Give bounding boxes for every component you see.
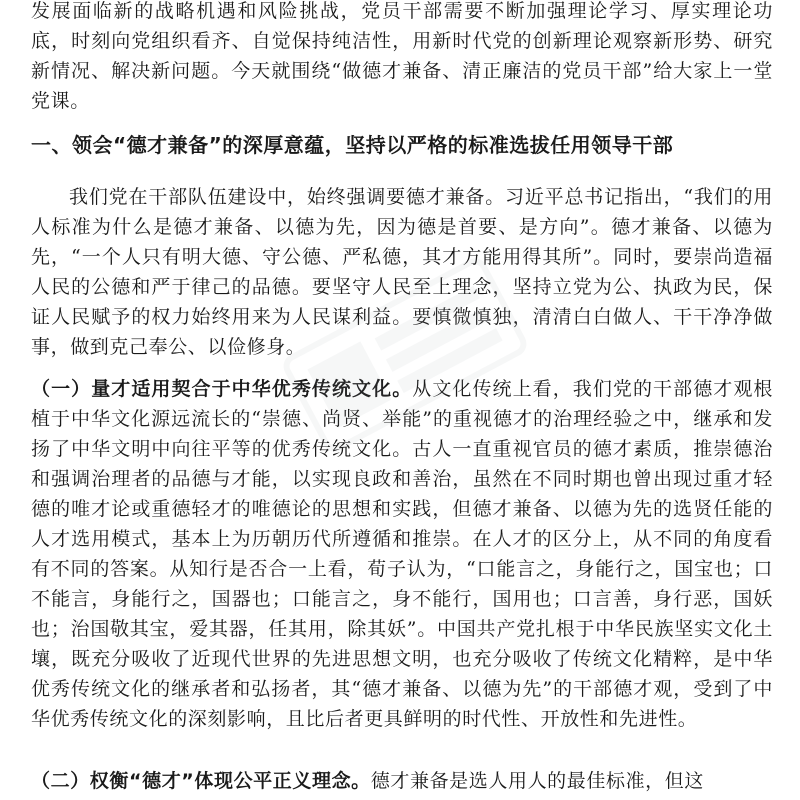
subsection-2-paragraph: [31, 766, 773, 796]
subsection-2-lead: （二）权衡“德才”体现公平正义理念。: [31, 770, 371, 792]
subsection-2-body: 德才兼备是选人用人的最佳标准，但这: [370, 770, 704, 792]
intro-paragraph: 发展面临新的战略机遇和风险挑战，党员干部需要不断加强理论学习、厚实理论功底，时刻向党组织看齐、自觉保持纯洁性，用新时代党的创新理论观察新形势、研究新情况、解决新问题。今天就围绕“做德才兼备、清正廉洁的党员干部”给大家上一堂党课。: [31, 0, 773, 112]
section-1-paragraph: 我们党在干部队伍建设中，始终强调要德才兼备。习近平总书记指出，“我们的用人标准为什么是德才兼备、以德为先，因为德是首要、是方向”。德才兼备、以德为先，“一个人只有明大德、守公德、严私德，其才方能用得其所”。同时，要崇尚造福人民的公德和严于律己的品德。要坚守人民至上理念，坚持立党为公、执政为民，保证人民赋予的权力始终用来为人民谋利益。要慎微慎独，清清白白做人、干干净净做事，做到克己奉公、以俭修身。: [31, 186, 773, 358]
subsection-1-paragraph: [31, 374, 773, 734]
subsection-1-lead: （一）量才适用契合于中华优秀传统文化。: [31, 378, 413, 400]
section-1-heading: 一、领会“德才兼备”的深厚意蕴，坚持以严格的标准选拔任用领导干部: [31, 133, 674, 157]
subsection-1-body: 从文化传统上看，我们党的干部德才观根植于中华文化源远流长的“崇德、尚贤、举能”的重视德才的治理经验之中，继承和发扬了中华文明中向往平等的优秀传统文化。古人一直重视官员的德才素质，推崇德治和强调治理者的品德与才能，以实现良政和善治，虽然在不同时期也曾出现过重才轻德的唯才论或重德轻才的唯德论的思想和实践，但德才兼备、以德为先的选贤任能的人才选用模式，基本上为历朝历代所遵循和推崇。在人才的区分上，从不同的角度看有不同的答案。从知行是否合一上看，荀子认为，“口能言之，身能行之，国宝也；口不能言，身能行之，国器也；口能言之，身不能行，国用也；口言善，身行恶，国妖也；治国敬其宝，爱其器，任其用，除其妖”。中国共产党扎根于中华民族坚实文化土壤，既充分吸收了近现代世界的先进思想文明，也充分吸收了传统文化精粹，是中华优秀传统文化的继承者和弘扬者，其“德才兼备、以德为先”的干部德才观，受到了中华优秀传统文化的深刻影响，且比后者更具鲜明的时代性、开放性和先进性。: [31, 378, 773, 730]
